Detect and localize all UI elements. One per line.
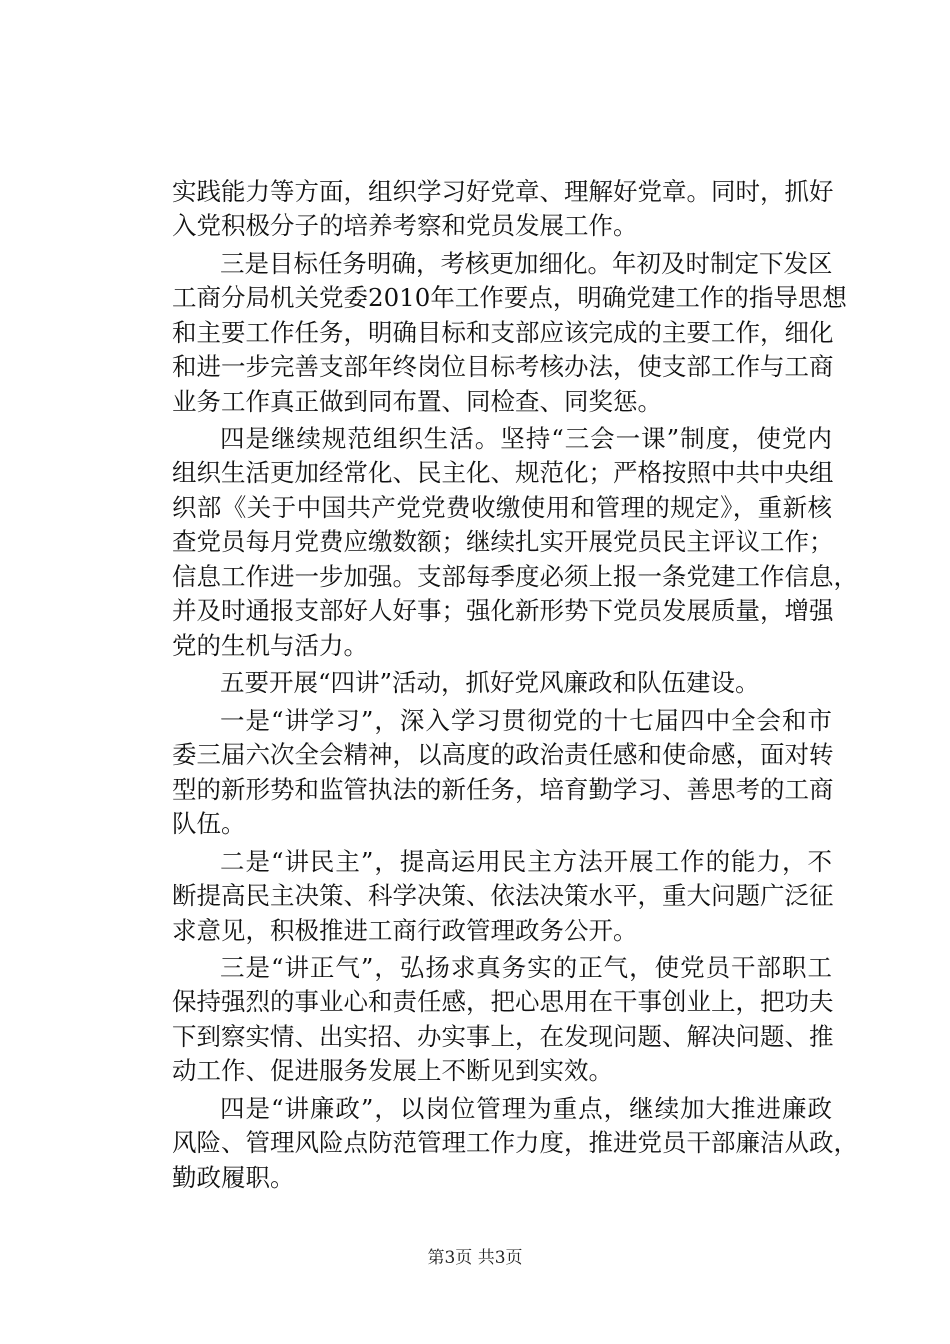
text-line: 并及时通报支部好人好事；强化新形势下党员发展质量，增强 bbox=[172, 596, 834, 625]
text-line: 勤政履职。 bbox=[172, 1163, 295, 1192]
page-number-footer: 第3页 共3页 bbox=[427, 1248, 523, 1268]
text-line: 风险、管理风险点防范管理工作力度，推进党员干部廉洁从政， bbox=[172, 1128, 858, 1157]
text-line: 工商分局机关党委2010年工作要点，明确党建工作的指导思想 bbox=[172, 283, 847, 312]
text-line: 入党积极分子的培养考察和党员发展工作。 bbox=[172, 211, 638, 240]
text-line: 二是“讲民主”，提高运用民主方法开展工作的能力，不 bbox=[220, 847, 832, 876]
text-line: 保持强烈的事业心和责任感，把心思用在干事创业上，把功夫 bbox=[172, 987, 834, 1016]
text-line: 和进一步完善支部年终岗位目标考核办法，使支部工作与工商 bbox=[172, 352, 834, 381]
text-line: 四是继续规范组织生活。坚持“三会一课”制度，使党内 bbox=[220, 424, 832, 453]
text-line: 型的新形势和监管执法的新任务，培育勤学习、善思考的工商 bbox=[172, 775, 834, 804]
text-line: 断提高民主决策、科学决策、依法决策水平，重大问题广泛征 bbox=[172, 881, 834, 910]
text-line: 织部《关于中国共产党党费收缴使用和管理的规定》，重新核 bbox=[172, 493, 832, 522]
text-line: 四是“讲廉政”，以岗位管理为重点，继续加大推进廉政 bbox=[220, 1094, 832, 1123]
text-line: 下到察实情、出实招、办实事上，在发现问题、解决问题、推 bbox=[172, 1022, 834, 1051]
text-line: 委三届六次全会精神，以高度的政治责任感和使命感，面对转 bbox=[172, 740, 834, 769]
text-line: 三是“讲正气”，弘扬求真务实的正气，使党员干部职工 bbox=[220, 953, 832, 982]
text-line: 三是目标任务明确，考核更加细化。年初及时制定下发区 bbox=[220, 249, 833, 278]
text-line: 组织生活更加经常化、民主化、规范化；严格按照中共中央组 bbox=[172, 458, 834, 487]
text-line: 一是“讲学习”，深入学习贯彻党的十七届四中全会和市 bbox=[220, 706, 832, 735]
text-line: 党的生机与活力。 bbox=[172, 631, 368, 660]
text-line: 业务工作真正做到同布置、同检查、同奖惩。 bbox=[172, 387, 662, 416]
text-line: 队伍。 bbox=[172, 809, 246, 838]
text-line: 信息工作进一步加强。支部每季度必须上报一条党建工作信息， bbox=[172, 562, 858, 591]
text-line: 五要开展“四讲”活动，抓好党风廉政和队伍建设。 bbox=[220, 668, 760, 697]
text-line: 查党员每月党费应缴数额；继续扎实开展党员民主评议工作； bbox=[172, 527, 834, 556]
text-line: 动工作、促进服务发展上不断见到实效。 bbox=[172, 1056, 613, 1085]
text-line: 实践能力等方面，组织学习好党章、理解好党章。同时，抓好 bbox=[172, 177, 834, 206]
text-line: 求意见，积极推进工商行政管理政务公开。 bbox=[172, 916, 638, 945]
text-line: 和主要工作任务，明确目标和支部应该完成的主要工作，细化 bbox=[172, 318, 834, 347]
